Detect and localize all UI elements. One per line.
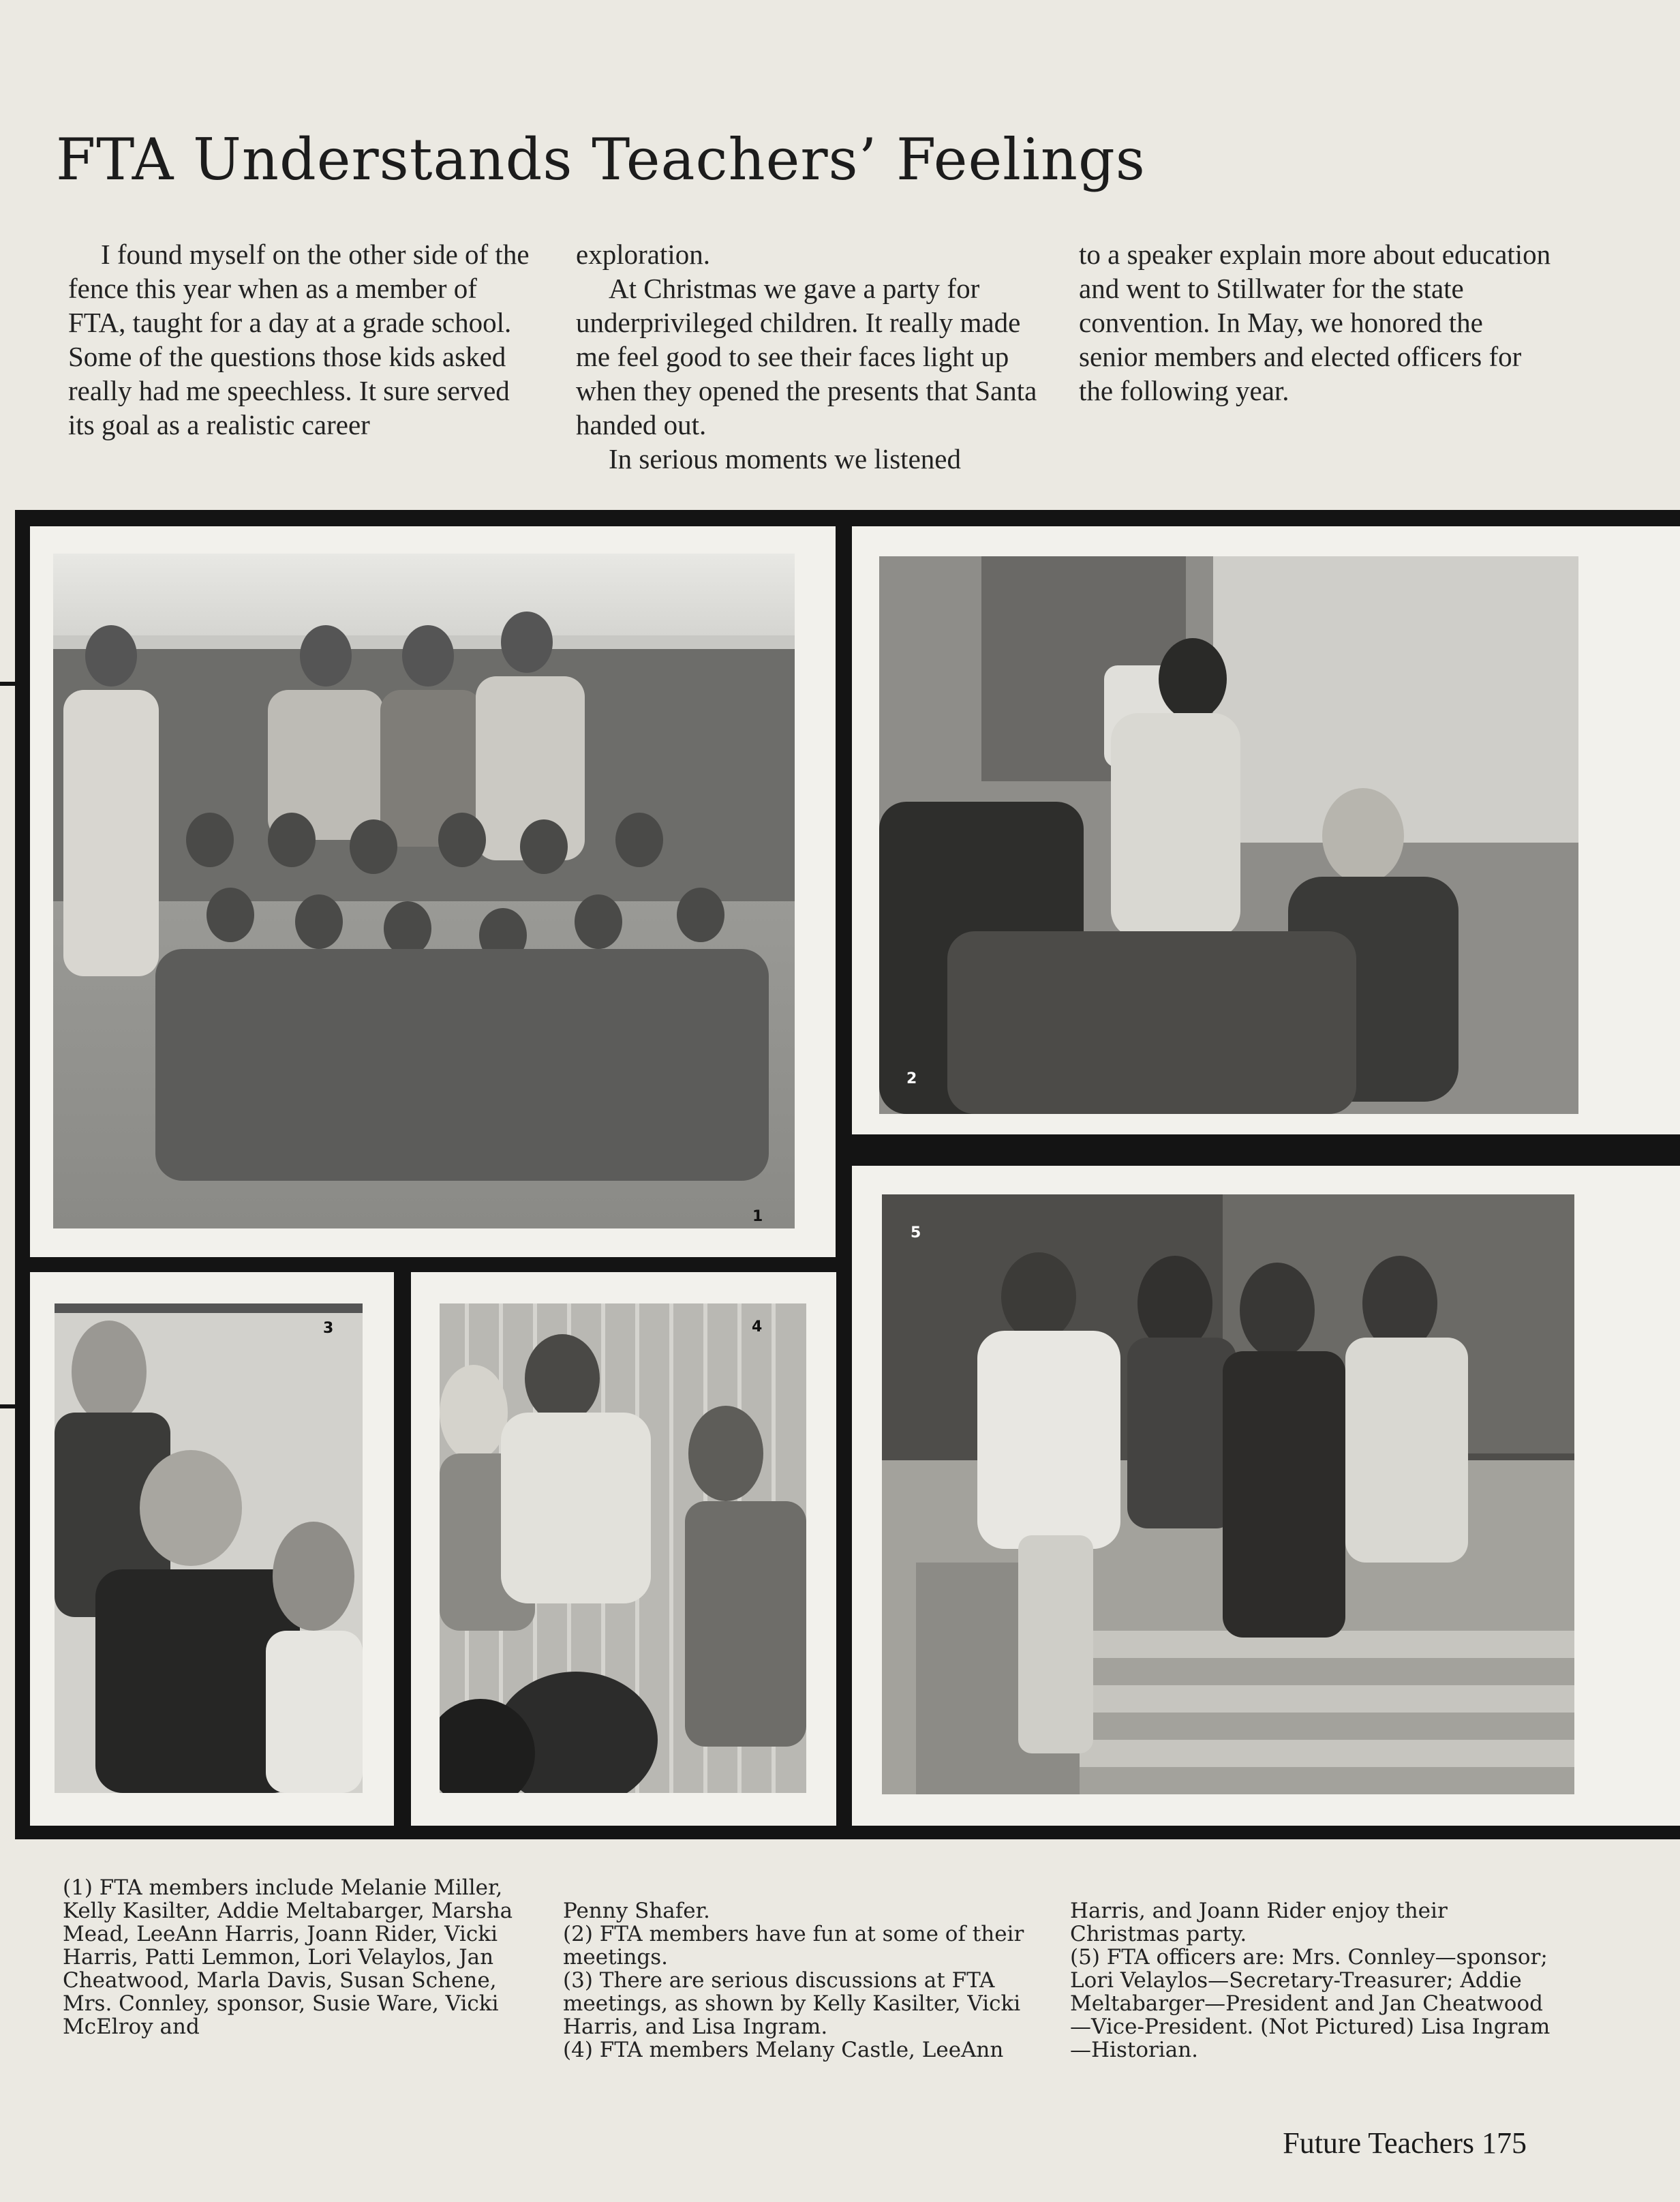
caption-3: Harris, and Joann Rider enjoy their Christmas party. (5) FTA officers are: Mrs. Connley—sponsor; Lori Velaylos—Secretary-Treasurer; Addie Meltabarger—President and Jan Cheatwood—Vice-President. (Not Pictured) Lisa Ingram—Historian. [1070,1899,1551,2062]
photo-panel-2 [852,526,1680,1134]
serious-discussion-photo [55,1303,363,1793]
group-photo [53,554,795,1228]
intro-paragraph-2b: At Christmas we gave a party for underprivileged children. It really made me feel good to see their faces light up when they opened the presents that Santa handed out. [576,273,1037,440]
meeting-fun-photo [879,556,1578,1114]
intro-paragraph-2a: exploration. [576,239,710,270]
caption-column-2 [563,1876,1054,2085]
intro-paragraph-1: I found myself on the other side of the fence this year when as a member of FTA, taught for a day at a grade school. Some of the questions those kids asked really had me speechless. It sure served its goal as a realistic career [68,239,530,440]
photo-panel-5 [852,1166,1680,1826]
page-number: 175 [1482,2126,1527,2160]
intro-column-2 [576,237,1053,476]
photo-number-5: 5 [911,1224,921,1241]
photo-panel-4 [411,1272,836,1826]
caption-1: (1) FTA members include Melanie Miller, Kelly Kasilter, Addie Meltabarger, Marsha Mead, LeeAnn Harris, Joann Rider, Vicki Harris, Patti Lemmon, Lori Velaylos, Jan Cheatwood, Marla Davis, Susan Schene, Mrs. Connley, sponsor, Susie Ware, Vicki McElroy and [63,1875,513,2039]
photo-number-3: 3 [323,1320,334,1337]
caption-column-3 [1070,1876,1561,2085]
intro-paragraph-2c: In serious moments we listened [609,443,961,474]
photo-number-1: 1 [752,1208,763,1225]
christmas-party-photo [440,1303,806,1793]
photo-panel-1 [30,526,836,1257]
page-title: FTA Understands Teachers’ Feelings [56,126,1146,193]
edge-mark [0,1404,15,1408]
page-footer [1283,2126,1527,2160]
photo-number-2: 2 [906,1070,917,1087]
section-name: Future Teachers [1283,2126,1474,2160]
intro-paragraph-3: to a speaker explain more about education and went to Stillwater for the state convention. In May, we honored the senior members and elected officers for the following year. [1079,239,1551,406]
photo-number-4: 4 [752,1318,763,1336]
photo-panel-3 [30,1272,394,1826]
caption-2: Penny Shafer. (2) FTA members have fun at some of their meetings. (3) There are serious discussions at FTA meetings, as shown by Kelly Kasilter, Vicki Harris, and Lisa Ingram. (4) FTA members Melany Castle, LeeAnn [563,1899,1024,2062]
officers-photo [882,1194,1574,1794]
intro-column-3 [1079,237,1556,408]
intro-column-1 [68,237,538,442]
caption-column-1 [63,1876,543,2038]
edge-mark [0,682,15,686]
